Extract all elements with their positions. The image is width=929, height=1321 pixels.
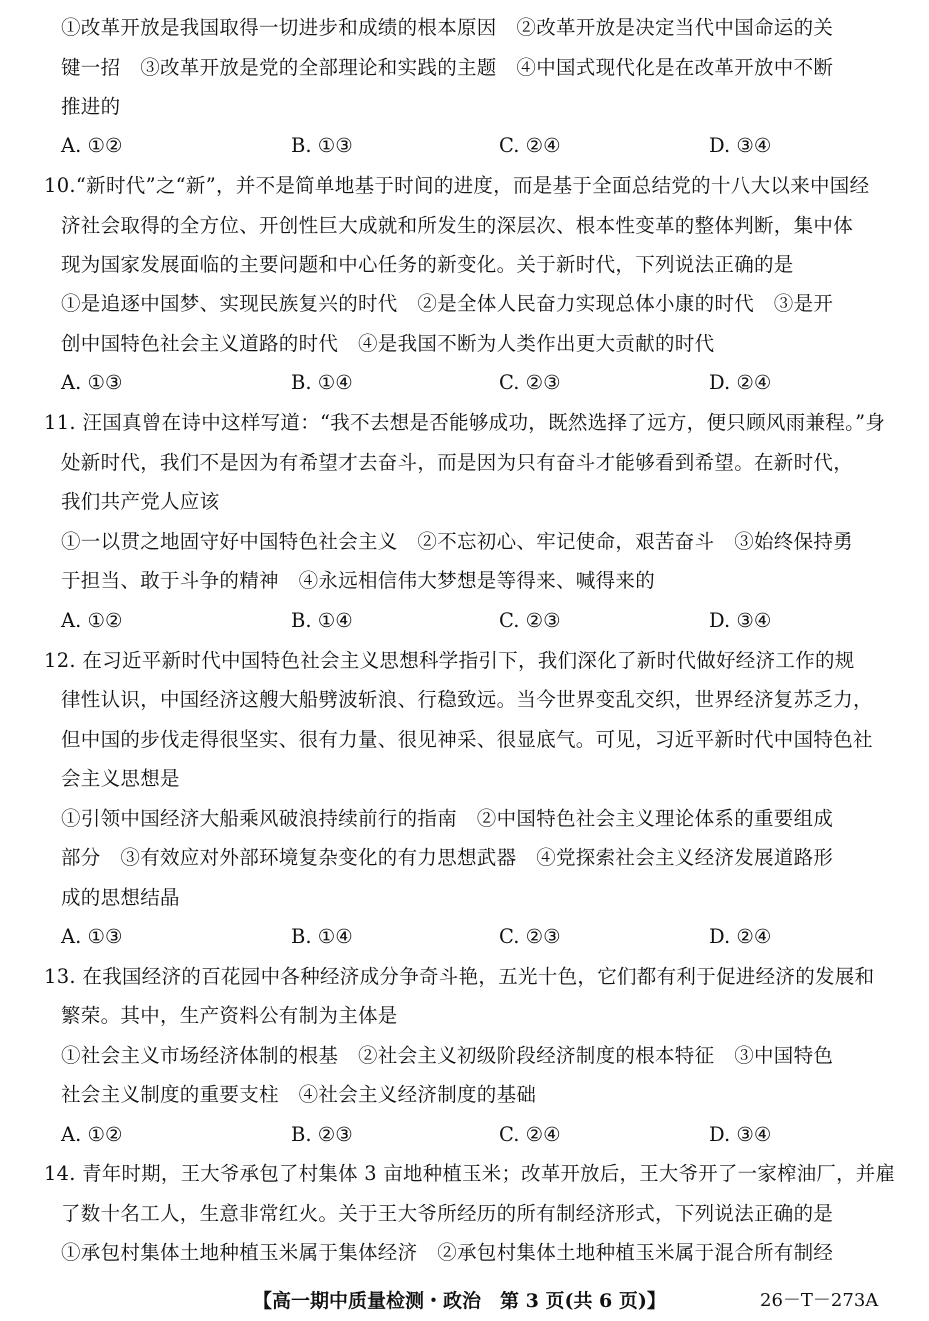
question-text-line: 了数十名工人，生意非常红火。关于王大爷所经历的所有制经济形式，下列说法正确的是: [61, 1202, 834, 1225]
option-a: A. ①②: [61, 134, 123, 157]
option-c: C. ②④: [499, 134, 561, 157]
question-stem-line: 14. 青年时期，王大爷承包了村集体 3 亩地种植玉米；改革开放后，王大爷开了一家榨油厂，并雇: [44, 1162, 896, 1185]
option-a: A. ①③: [61, 371, 123, 394]
exam-code: 26－T－273A: [760, 1290, 879, 1311]
question-text-line: ①改革开放是我国取得一切进步和成绩的根本原因 ②改革开放是决定当代中国命运的关: [61, 16, 834, 39]
option-b: B. ①④: [291, 925, 353, 948]
question-text-line: 会主义思想是: [61, 767, 180, 790]
question-text-line: ①是追逐中国梦、实现民族复兴的时代 ②是全体人民奋力实现总体小康的时代 ③是开: [61, 292, 834, 315]
question-text-line: ①社会主义市场经济体制的根基 ②社会主义初级阶段经济制度的根本特征 ③中国特色: [61, 1044, 834, 1067]
question-text-line: 处新时代，我们不是因为有希望才去奋斗，而是因为只有奋斗才能够看到希望。在新时代，: [61, 451, 854, 474]
question-text-line: 律性认识，中国经济这艘大船劈波斩浪、行稳致远。当今世界变乱交织，世界经济复苏乏力，: [61, 688, 873, 711]
option-a: A. ①②: [61, 1123, 123, 1146]
option-b: B. ①④: [291, 371, 353, 394]
question-text-line: ①承包村集体土地种植玉米属于集体经济 ②承包村集体土地种植玉米属于混合所有制经: [61, 1241, 834, 1264]
question-text-line: ①一以贯之地固守好中国特色社会主义 ②不忘初心、牢记使命，艰苦奋斗 ③始终保持勇: [61, 530, 854, 553]
question-text-line: 济社会取得的全方位、开创性巨大成就和所发生的深层次、根本性变革的整体判断，集中体: [61, 214, 854, 237]
option-a: A. ①③: [61, 925, 123, 948]
question-text-line: 于担当、敢于斗争的精神 ④永远相信伟大梦想是等得来、喊得来的: [61, 569, 656, 592]
option-d: D. ②④: [709, 925, 772, 948]
option-b: B. ②③: [291, 1123, 353, 1146]
question-text-line: 我们共产党人应该: [61, 490, 220, 513]
question-text-line: 但中国的步伐走得很坚实、很有力量、很见神采、很显底气。可见，习近平新时代中国特色社: [61, 728, 873, 751]
option-b: B. ①④: [291, 609, 353, 632]
question-stem-line: 13. 在我国经济的百花园中各种经济成分争奇斗艳，五光十色，它们都有利于促进经济的发展和: [44, 965, 875, 988]
page-footer-title: 【高一期中质量检测・政治 第 3 页(共 6 页)】: [253, 1290, 666, 1312]
option-d: D. ③④: [709, 134, 772, 157]
option-d: D. ③④: [709, 609, 772, 632]
option-a: A. ①②: [61, 609, 123, 632]
question-stem-line: 10.“新时代”之“新”，并不是简单地基于时间的进度，而是基于全面总结党的十八大以来中国经: [44, 174, 870, 197]
question-text-line: ①引领中国经济大船乘风破浪持续前行的指南 ②中国特色社会主义理论体系的重要组成: [61, 807, 834, 830]
option-d: D. ②④: [709, 371, 772, 394]
option-d: D. ③④: [709, 1123, 772, 1146]
question-text-line: 键一招 ③改革开放是党的全部理论和实践的主题 ④中国式现代化是在改革开放中不断: [61, 56, 834, 79]
question-text-line: 成的思想结晶: [61, 886, 180, 909]
question-stem-line: 11. 汪国真曾在诗中这样写道：“我不去想是否能够成功，既然选择了远方，便只顾风雨兼程。”身: [44, 411, 886, 434]
question-text-line: 创中国特色社会主义道路的时代 ④是我国不断为人类作出更大贡献的时代: [61, 332, 715, 355]
question-text-line: 繁荣。其中，生产资料公有制为主体是: [61, 1004, 398, 1027]
question-text-line: 社会主义制度的重要支柱 ④社会主义经济制度的基础: [61, 1083, 537, 1106]
option-c: C. ②③: [499, 925, 561, 948]
option-c: C. ②③: [499, 371, 561, 394]
question-text-line: 现为国家发展面临的主要问题和中心任务的新变化。关于新时代，下列说法正确的是: [61, 253, 794, 276]
option-b: B. ①③: [291, 134, 353, 157]
question-text-line: 部分 ③有效应对外部环境复杂变化的有力思想武器 ④党探索社会主义经济发展道路形: [61, 846, 834, 869]
option-c: C. ②④: [499, 1123, 561, 1146]
question-text-line: 推进的: [61, 95, 121, 118]
option-c: C. ②③: [499, 609, 561, 632]
question-stem-line: 12. 在习近平新时代中国特色社会主义思想科学指引下，我们深化了新时代做好经济工作的规: [44, 649, 855, 672]
